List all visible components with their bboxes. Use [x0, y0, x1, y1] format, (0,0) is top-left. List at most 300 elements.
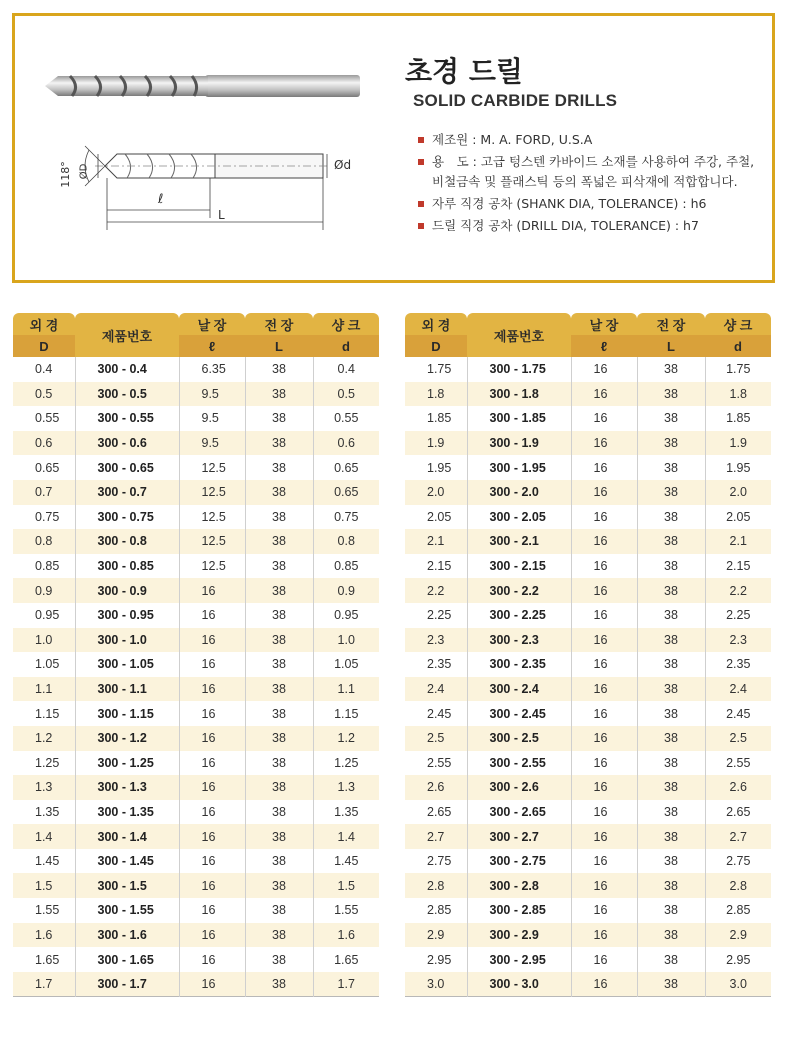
table-row: [405, 923, 771, 948]
shank-diameter-cell: 0.8: [313, 529, 379, 554]
product-number-cell: 300 - 1.3: [75, 775, 179, 800]
outer-diameter-cell: 1.9: [405, 431, 467, 456]
outer-diameter-cell: 1.55: [13, 898, 75, 923]
shank-diameter-cell: 1.1: [313, 677, 379, 702]
flute-length-label: ℓ: [158, 192, 164, 207]
product-number-cell: 300 - 2.3: [467, 628, 571, 653]
table-row: [405, 677, 771, 702]
total-length-cell: 38: [637, 652, 705, 677]
outer-diameter-cell: 0.95: [13, 603, 75, 628]
shank-diameter-cell: 1.15: [334, 706, 359, 721]
outer-diameter-cell: 0.9: [13, 578, 75, 603]
total-length-cell: 38: [245, 677, 313, 702]
outer-diameter-cell: 2.15: [405, 554, 467, 579]
table-row: [13, 824, 379, 849]
flute-length-cell: 16: [179, 652, 245, 677]
outer-diameter-cell: 1.75: [405, 357, 467, 382]
shank-diameter-cell: 0.6: [313, 431, 379, 456]
outer-diameter-cell: 1.1: [13, 677, 75, 702]
shank-diameter-cell: 1.25: [334, 755, 359, 770]
outer-diameter-cell: 0.4: [13, 357, 75, 382]
total-length-cell: 38: [637, 406, 705, 431]
total-length-cell: 38: [245, 652, 313, 677]
total-length-cell: 38: [637, 824, 705, 849]
table-row: [13, 554, 379, 579]
table-row: [405, 800, 771, 825]
col-sub-flute: ℓ: [571, 335, 637, 357]
total-length-cell: 38: [245, 603, 313, 628]
outer-diameter-cell: 1.35: [13, 800, 75, 825]
table-row: [405, 775, 771, 800]
flute-length-cell: 16: [571, 824, 637, 849]
product-number-cell: 300 - 1.2: [75, 726, 179, 751]
product-number-cell: 300 - 2.4: [467, 677, 571, 702]
drill-table-left: [13, 313, 379, 997]
table-row: [13, 677, 379, 702]
outer-diameter-cell: 2.1: [405, 529, 467, 554]
shank-diameter-cell: 1.4: [313, 824, 379, 849]
product-number-cell: 300 - 2.85: [467, 898, 571, 923]
total-length-cell: 38: [245, 824, 313, 849]
product-number-cell: 300 - 1.75: [467, 357, 571, 382]
total-length-cell: 38: [637, 701, 705, 726]
total-length-cell: 38: [245, 701, 313, 726]
outer-diameter-cell: 2.6: [405, 775, 467, 800]
table-row: [13, 873, 379, 898]
product-number-cell: 300 - 1.7: [75, 972, 179, 997]
table-row: [405, 455, 771, 480]
product-number-cell: 300 - 2.35: [467, 652, 571, 677]
col-header-outer: 외 경: [13, 313, 75, 335]
shank-diameter-cell: 2.55: [726, 755, 751, 770]
flute-length-cell: 16: [179, 972, 245, 997]
total-length-cell: 38: [637, 972, 705, 997]
flute-length-cell: 16: [571, 923, 637, 948]
total-length-cell: 38: [245, 578, 313, 603]
shank-diameter-cell: 2.65: [726, 804, 751, 819]
table-row: [405, 406, 771, 431]
outer-diameter-cell: 2.35: [405, 652, 467, 677]
table-row: [13, 849, 379, 874]
outer-diameter-cell: 2.5: [405, 726, 467, 751]
flute-length-cell: 16: [179, 677, 245, 702]
total-length-cell: 38: [637, 554, 705, 579]
total-length-label: L: [218, 208, 225, 222]
col-header-total: 전 장: [637, 313, 705, 335]
col-sub-total: L: [245, 335, 313, 357]
total-length-cell: 38: [637, 431, 705, 456]
flute-length-cell: 16: [179, 923, 245, 948]
flute-length-cell: 16: [179, 800, 245, 825]
flute-length-cell: 16: [571, 652, 637, 677]
product-number-cell: 300 - 2.9: [467, 923, 571, 948]
flute-length-cell: 12.5: [179, 505, 245, 530]
table-row: [13, 480, 379, 505]
shank-diameter-cell: 2.0: [705, 480, 771, 505]
flute-length-cell: 12.5: [179, 455, 245, 480]
shank-diameter-cell: 2.15: [726, 559, 751, 574]
drill-photo: [40, 66, 365, 106]
shank-diameter-cell: 1.6: [313, 923, 379, 948]
product-number-cell: 300 - 1.8: [467, 382, 571, 407]
shank-diameter-cell: 0.4: [337, 362, 355, 377]
flute-length-cell: 16: [179, 775, 245, 800]
product-number-cell: 300 - 1.05: [75, 652, 179, 677]
spec-list: [418, 130, 763, 238]
flute-length-cell: 16: [571, 972, 637, 997]
flute-length-cell: 16: [179, 578, 245, 603]
total-length-cell: 38: [245, 972, 313, 997]
total-length-cell: 38: [637, 603, 705, 628]
table-row: [405, 505, 771, 530]
product-number-cell: 300 - 2.0: [467, 480, 571, 505]
shank-diameter-cell: 2.35: [726, 657, 751, 672]
col-sub-shank: d: [705, 335, 771, 357]
total-length-cell: 38: [245, 751, 313, 776]
table-row: [13, 357, 379, 382]
total-length-cell: 38: [245, 505, 313, 530]
shank-diameter-cell: 2.9: [705, 923, 771, 948]
shank-diameter-cell: 2.6: [705, 775, 771, 800]
outer-diameter-cell: 0.55: [13, 406, 75, 431]
outer-diameter-cell: 0.65: [13, 455, 75, 480]
outer-diameter-cell: 1.2: [13, 726, 75, 751]
shank-diameter-cell: 2.7: [705, 824, 771, 849]
table-row: [405, 873, 771, 898]
shank-diameter-cell: 1.0: [313, 628, 379, 653]
total-length-cell: 38: [245, 554, 313, 579]
outer-diameter-cell: 1.8: [405, 382, 467, 407]
product-number-cell: 300 - 0.65: [75, 455, 179, 480]
outer-diameter-cell: 2.3: [405, 628, 467, 653]
shank-diameter-cell: 3.0: [705, 972, 771, 997]
shank-diameter-cell: 0.9: [313, 578, 379, 603]
col-sub-outer: D: [13, 335, 75, 357]
flute-length-cell: 16: [179, 603, 245, 628]
shank-diameter-cell: 1.2: [313, 726, 379, 751]
shank-diameter-cell: 2.95: [726, 952, 751, 967]
table-row: [13, 751, 379, 776]
product-number-cell: 300 - 0.6: [75, 431, 179, 456]
flute-length-cell: 9.5: [179, 406, 245, 431]
table-row: [405, 701, 771, 726]
table-row: [405, 357, 771, 382]
shank-diameter-cell: 2.4: [705, 677, 771, 702]
angle-label: 118°: [58, 161, 72, 188]
total-length-cell: 38: [637, 480, 705, 505]
table-row: [13, 701, 379, 726]
table-row: [405, 603, 771, 628]
bullet-icon: [418, 137, 424, 143]
flute-length-cell: 16: [179, 947, 245, 972]
total-length-cell: 38: [637, 578, 705, 603]
shank-diameter-cell: 2.75: [726, 854, 751, 869]
flute-length-cell: 12.5: [179, 480, 245, 505]
total-length-cell: 38: [637, 677, 705, 702]
product-number-cell: 300 - 1.0: [75, 628, 179, 653]
diameter-d-label: Ød: [334, 158, 352, 172]
product-number-cell: 300 - 0.9: [75, 578, 179, 603]
bullet-icon: [418, 201, 424, 207]
product-number-cell: 300 - 0.4: [75, 357, 179, 382]
table-row: [405, 529, 771, 554]
product-number-cell: 300 - 0.55: [75, 406, 179, 431]
flute-length-cell: 12.5: [179, 554, 245, 579]
flute-length-cell: 16: [571, 382, 637, 407]
total-length-cell: 38: [637, 873, 705, 898]
page-title-english: SOLID CARBIDE DRILLS: [413, 91, 618, 110]
product-number-cell: 300 - 1.4: [75, 824, 179, 849]
table-row: [13, 923, 379, 948]
shank-diameter-cell: 1.95: [726, 460, 751, 475]
shank-diameter-cell: 1.65: [334, 952, 359, 967]
flute-length-cell: 16: [571, 701, 637, 726]
total-length-cell: 38: [245, 529, 313, 554]
flute-length-cell: 9.5: [179, 382, 245, 407]
flute-length-cell: 16: [571, 726, 637, 751]
flute-length-cell: 16: [571, 677, 637, 702]
total-length-cell: 38: [245, 800, 313, 825]
product-number-cell: 300 - 1.9: [467, 431, 571, 456]
shank-diameter-cell: 1.5: [313, 873, 379, 898]
flute-length-cell: 16: [571, 455, 637, 480]
product-number-cell: 300 - 1.6: [75, 923, 179, 948]
table-row: [405, 554, 771, 579]
flute-length-cell: 16: [571, 357, 637, 382]
table-row: [405, 751, 771, 776]
table-row: [13, 505, 379, 530]
outer-diameter-cell: 1.3: [13, 775, 75, 800]
outer-diameter-cell: 2.2: [405, 578, 467, 603]
product-number-cell: 300 - 0.7: [75, 480, 179, 505]
total-length-cell: 38: [245, 849, 313, 874]
shank-diameter-cell: 0.75: [334, 509, 359, 524]
product-number-cell: 300 - 2.5: [467, 726, 571, 751]
table-row: [13, 652, 379, 677]
outer-diameter-cell: 0.6: [13, 431, 75, 456]
table-row: [13, 603, 379, 628]
shank-diameter-cell: 1.45: [334, 854, 359, 869]
spec-drill-tolerance: 드릴 직경 공차 (DRILL DIA, TOLERANCE) : h7: [418, 216, 763, 236]
flute-length-cell: 16: [571, 406, 637, 431]
col-header-product: 제품번호: [467, 313, 571, 357]
shank-diameter-cell: 2.1: [705, 529, 771, 554]
product-number-cell: 300 - 2.95: [467, 947, 571, 972]
spec-shank-tolerance: 자루 직경 공차 (SHANK DIA, TOLERANCE) : h6: [418, 194, 763, 214]
outer-diameter-cell: 2.95: [405, 947, 467, 972]
total-length-cell: 38: [637, 455, 705, 480]
table-row: [405, 726, 771, 751]
product-number-cell: 300 - 1.55: [75, 898, 179, 923]
table-row: [13, 529, 379, 554]
product-number-cell: 300 - 2.25: [467, 603, 571, 628]
shank-diameter-cell: 1.55: [334, 903, 359, 918]
outer-diameter-cell: 1.85: [405, 406, 467, 431]
total-length-cell: 38: [245, 431, 313, 456]
outer-diameter-cell: 0.5: [13, 382, 75, 407]
col-sub-flute: ℓ: [179, 335, 245, 357]
total-length-cell: 38: [637, 751, 705, 776]
flute-length-cell: 16: [571, 751, 637, 776]
shank-diameter-cell: 1.05: [334, 657, 359, 672]
flute-length-cell: 16: [179, 628, 245, 653]
product-number-cell: 300 - 1.1: [75, 677, 179, 702]
outer-diameter-cell: 1.7: [13, 972, 75, 997]
product-number-cell: 300 - 2.15: [467, 554, 571, 579]
product-number-cell: 300 - 2.45: [467, 701, 571, 726]
flute-length-cell: 16: [571, 603, 637, 628]
bullet-icon: [418, 223, 424, 229]
total-length-cell: 38: [245, 775, 313, 800]
spec-manufacturer: 제조원 : M. A. FORD, U.S.A: [418, 130, 763, 150]
table-row: [405, 431, 771, 456]
product-number-cell: 300 - 3.0: [467, 972, 571, 997]
flute-length-cell: 16: [179, 824, 245, 849]
outer-diameter-cell: 2.05: [405, 505, 467, 530]
table-row: [13, 628, 379, 653]
table-row: [405, 652, 771, 677]
product-number-cell: 300 - 1.25: [75, 751, 179, 776]
table-row: [405, 382, 771, 407]
outer-diameter-cell: 1.45: [13, 849, 75, 874]
outer-diameter-cell: 1.0: [13, 628, 75, 653]
table-row: [405, 947, 771, 972]
product-number-cell: 300 - 1.65: [75, 947, 179, 972]
flute-length-cell: 12.5: [179, 529, 245, 554]
total-length-cell: 38: [637, 800, 705, 825]
table-row: [405, 628, 771, 653]
shank-diameter-cell: 2.05: [726, 509, 751, 524]
shank-diameter-cell: 2.3: [705, 628, 771, 653]
outer-diameter-cell: 2.8: [405, 873, 467, 898]
outer-diameter-cell: 2.7: [405, 824, 467, 849]
flute-length-cell: 16: [179, 849, 245, 874]
page-title-korean: 초경 드릴: [405, 55, 523, 88]
shank-diameter-cell: 1.3: [313, 775, 379, 800]
shank-diameter-cell: 2.2: [705, 578, 771, 603]
flute-length-cell: 16: [571, 529, 637, 554]
product-number-cell: 300 - 2.2: [467, 578, 571, 603]
outer-diameter-cell: 2.55: [405, 751, 467, 776]
col-sub-outer: D: [405, 335, 467, 357]
outer-diameter-cell: 0.75: [13, 505, 75, 530]
shank-diameter-cell: 2.85: [726, 903, 751, 918]
product-number-cell: 300 - 1.85: [467, 406, 571, 431]
total-length-cell: 38: [245, 873, 313, 898]
table-row: [405, 480, 771, 505]
drill-table-right: [405, 313, 771, 997]
outer-diameter-cell: 1.6: [13, 923, 75, 948]
total-length-cell: 38: [637, 357, 705, 382]
spec-usage: 용 도 : 고급 텅스텐 카바이드 소재를 사용하여 주강, 주철, 비철금속 및 플래스틱 등의 폭넓은 피삭재에 적합합니다.: [418, 152, 763, 192]
shank-diameter-cell: 0.65: [313, 480, 379, 505]
col-header-shank: 샹 크: [313, 313, 379, 335]
table-row: [13, 775, 379, 800]
shank-diameter-cell: 0.55: [334, 411, 359, 426]
shank-diameter-cell: 0.95: [334, 608, 359, 623]
product-number-cell: 300 - 2.6: [467, 775, 571, 800]
shank-diameter-cell: 1.75: [726, 362, 751, 377]
flute-length-cell: 16: [571, 628, 637, 653]
product-number-cell: 300 - 0.75: [75, 505, 179, 530]
table-row: [405, 972, 771, 997]
shank-diameter-cell: 0.5: [313, 382, 379, 407]
table-row: [405, 849, 771, 874]
flute-length-cell: 16: [571, 775, 637, 800]
total-length-cell: 38: [245, 455, 313, 480]
col-sub-total: L: [637, 335, 705, 357]
outer-diameter-cell: 2.9: [405, 923, 467, 948]
flute-length-cell: 16: [571, 431, 637, 456]
col-header-outer: 외 경: [405, 313, 467, 335]
product-number-cell: 300 - 2.65: [467, 800, 571, 825]
flute-length-cell: 16: [571, 898, 637, 923]
product-number-cell: 300 - 2.05: [467, 505, 571, 530]
outer-diameter-cell: 1.4: [13, 824, 75, 849]
outer-diameter-cell: 1.5: [13, 873, 75, 898]
product-number-cell: 300 - 2.7: [467, 824, 571, 849]
shank-diameter-cell: 1.85: [726, 411, 751, 426]
table-row: [13, 898, 379, 923]
shank-diameter-cell: 0.65: [334, 460, 359, 475]
shank-diameter-cell: 1.9: [705, 431, 771, 456]
outer-diameter-cell: 0.8: [13, 529, 75, 554]
flute-length-cell: 16: [571, 480, 637, 505]
total-length-cell: 38: [637, 849, 705, 874]
drill-dimension-diagram: [55, 140, 375, 240]
outer-diameter-cell: 1.15: [13, 701, 75, 726]
col-header-shank: 샹 크: [705, 313, 771, 335]
outer-diameter-cell: 1.25: [13, 751, 75, 776]
outer-diameter-cell: 2.85: [405, 898, 467, 923]
total-length-cell: 38: [637, 628, 705, 653]
product-number-cell: 300 - 0.5: [75, 382, 179, 407]
total-length-cell: 38: [245, 628, 313, 653]
bullet-icon: [418, 159, 424, 165]
product-number-cell: 300 - 2.55: [467, 751, 571, 776]
flute-length-cell: 16: [571, 578, 637, 603]
flute-length-cell: 16: [179, 726, 245, 751]
shank-diameter-cell: 1.8: [705, 382, 771, 407]
table-row: [405, 824, 771, 849]
flute-length-cell: 16: [179, 873, 245, 898]
table-row: [13, 972, 379, 997]
total-length-cell: 38: [245, 726, 313, 751]
outer-diameter-cell: 0.85: [13, 554, 75, 579]
table-row: [13, 455, 379, 480]
outer-diameter-cell: 2.0: [405, 480, 467, 505]
outer-diameter-cell: 2.75: [405, 849, 467, 874]
total-length-cell: 38: [245, 357, 313, 382]
product-number-cell: 300 - 1.35: [75, 800, 179, 825]
col-header-product: 제품번호: [75, 313, 179, 357]
total-length-cell: 38: [637, 947, 705, 972]
product-number-cell: 300 - 1.95: [467, 455, 571, 480]
table-row: [13, 382, 379, 407]
total-length-cell: 38: [245, 923, 313, 948]
product-number-cell: 300 - 1.45: [75, 849, 179, 874]
col-header-total: 전 장: [245, 313, 313, 335]
total-length-cell: 38: [245, 898, 313, 923]
outer-diameter-cell: 2.25: [405, 603, 467, 628]
table-row: [13, 578, 379, 603]
outer-diameter-cell: 2.4: [405, 677, 467, 702]
flute-length-cell: 16: [179, 751, 245, 776]
product-number-cell: 300 - 1.15: [75, 701, 179, 726]
col-header-flute: 날 장: [571, 313, 637, 335]
flute-length-cell: 16: [571, 947, 637, 972]
outer-diameter-cell: 1.95: [405, 455, 467, 480]
